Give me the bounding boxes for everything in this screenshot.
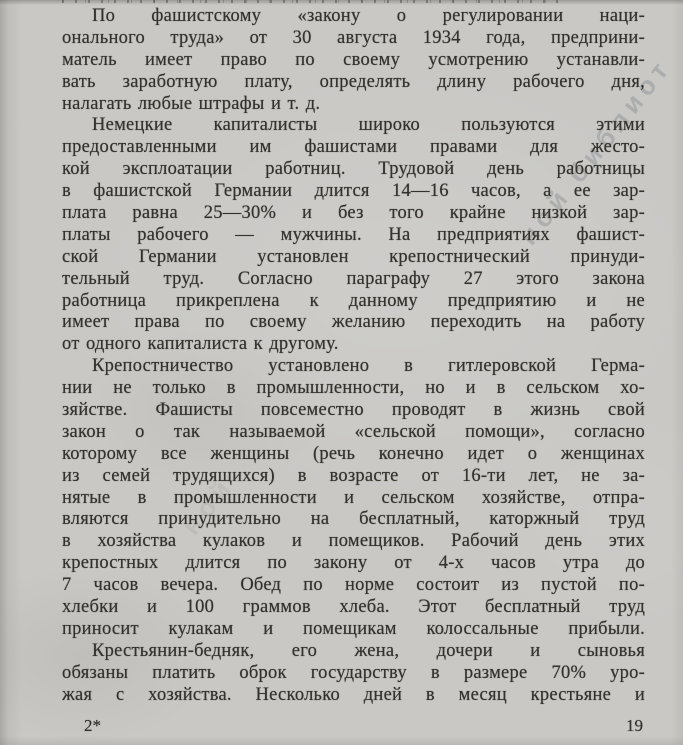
library-stamp-watermark: ной библиот xyxy=(513,51,678,251)
text-line: Немецкие капиталисты широко пользуются этими xyxy=(92,115,645,136)
library-stamp-watermark-faint: ной xyxy=(176,470,241,541)
text-line: Крестьянин-бедняк, его жена, дочери и сыновья xyxy=(92,640,645,661)
text-line: от одного капиталиста к другому. xyxy=(62,334,339,355)
text-line: онального труда» от 30 августа 1934 года, предприни- xyxy=(62,27,645,48)
text-line: обязаны платить оброк государству в размере 70% уро- xyxy=(62,662,645,683)
text-line: вляются принудительно на бесплатный, каторжный труд xyxy=(62,509,645,530)
text-line: предоставленными им фашистами правами для жесто- xyxy=(62,137,645,158)
text-line: вать заработную плату, определять длину рабочего дня, xyxy=(62,71,645,92)
text-line: нии не только в промышленности, но и в сельском хо- xyxy=(62,378,645,399)
text-line: налагать любые штрафы и т. д. xyxy=(62,93,321,114)
text-line: жая с хозяйства. Несколько дней в месяц крестьяне и xyxy=(62,684,645,705)
text-line: из семей трудящихся) в возрасте от 16-ти лет, не за- xyxy=(62,465,645,486)
text-line: тельный труд. Согласно параграфу 27 этого закона xyxy=(62,268,645,289)
text-line: матель имеет право по своему усмотрению устанавли- xyxy=(62,49,645,70)
text-line: кой эксплоатации работниц. Трудовой день работницы xyxy=(62,159,645,180)
text-line: в хозяйства кулаков и помещиков. Рабочий день этих xyxy=(62,531,645,552)
text-line: крепостных длится по закону от 4-х часов утра до xyxy=(62,553,645,574)
text-line: ской Германии установлен крепостнический принуди- xyxy=(62,246,645,267)
text-line: зяйстве. Фашисты повсеместно проводят в жизнь свой xyxy=(62,400,645,421)
text-line: приносит кулакам и помещикам колоссальные прибыли. xyxy=(62,618,645,639)
text-line: нятые в промышленности и сельском хозяйстве, отпра- xyxy=(62,487,645,508)
text-line: 7 часов вечера. Обед по норме состоит из пустой по- xyxy=(62,575,645,596)
clipped-previous-line-remnants xyxy=(62,0,560,3)
text-line: По фашистскому «закону о регулировании наци- xyxy=(92,6,645,26)
text-line: плата равна 25—30% и без того крайне низкой зар- xyxy=(62,203,645,224)
text-line: хлебки и 100 граммов хлеба. Этот бесплатный труд xyxy=(62,597,645,618)
text-line: имеет права по своему желанию переходить на работу xyxy=(62,312,645,333)
text-line: которому все женщины (речь конечно идет о женщинах xyxy=(62,443,645,464)
signature-mark: 2* xyxy=(84,716,101,735)
text-line: закон о так называемой «сельской помощи», согласно xyxy=(62,421,645,442)
text-line: платы рабочего — мужчины. На предприятиях фашист- xyxy=(62,224,645,245)
page-number: 19 xyxy=(626,716,643,735)
text-line: работница прикреплена к данному предприятию и не xyxy=(62,290,645,311)
text-block xyxy=(62,6,645,707)
text-line: в фашистской Германии длится 14—16 часов, а ее зар- xyxy=(62,181,645,202)
text-line: Крепостничество установлено в гитлеровской Герма- xyxy=(92,356,645,377)
